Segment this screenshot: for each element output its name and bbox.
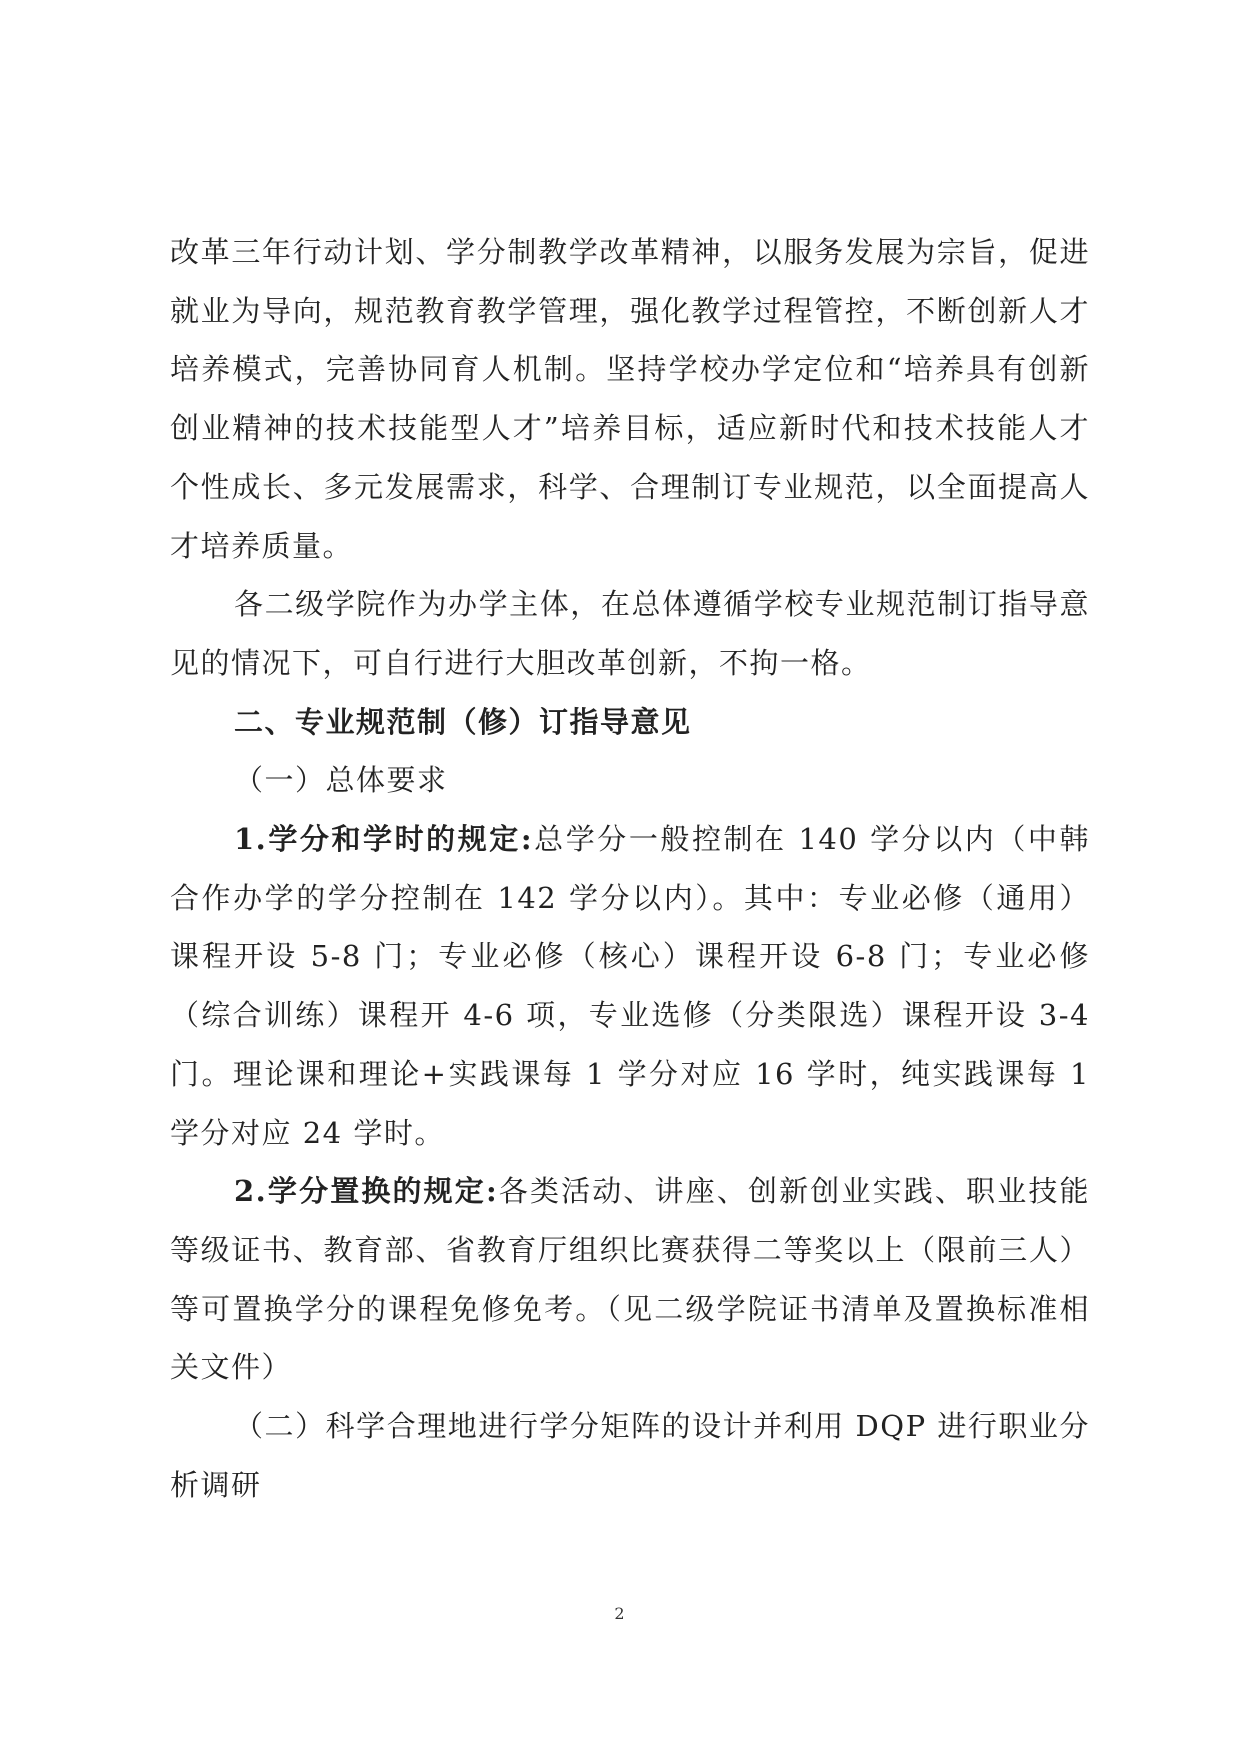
paragraph-reform-purpose: 改革三年行动计划、学分制教学改革精神，以服务发展为宗旨，促进就业为导向，规范教育教学管理，强化教学过程管控，不断创新人才培养模式，完善协同育人机制。坚持学校办学定位和“培养具有创新创业精神的技术技能型人才”培养目标，适应新时代和技术技能人才个性成长、多元发展需求，科学、合理制订专业规范，以全面提高人才培养质量。 (170, 235, 1090, 563)
item-credits-hours-body: 总学分一般控制在 140 学分以内（中韩合作办学的学分控制在 142 学分以内）。其中：专业必修（通用）课程开设 5-8 门；专业必修（核心）课程开设 6-8 门；专业必修（综合训练）课程开 4-6 项，专业选修（分类限选）课程开设 3-4 门。理论课和理论+实践课每 1 学分对应 16 学时，纯实践课每 1 学分对应 24 学时。 (170, 822, 1090, 1150)
paragraph-college-autonomy: 各二级学院作为办学主体，在总体遵循学校专业规范制订指导意见的情况下，可自行进行大胆改革创新，不拘一格。 (170, 587, 1090, 680)
item-credits-hours-lead: 1.学分和学时的规定: (234, 822, 534, 857)
item-credit-replacement-body: 各类活动、讲座、创新创业实践、职业技能等级证书、教育部、省教育厅组织比赛获得二等奖以上（限前三人）等可置换学分的课程免修免考。（见二级学院证书清单及置换标准相关文件） (170, 1174, 1090, 1385)
item-credits-hours (170, 810, 1090, 1162)
item-credit-replacement (170, 1162, 1090, 1397)
page-number: 2 (614, 1604, 625, 1623)
subsection-heading-general-requirements: （一）总体要求 (234, 763, 448, 798)
section-heading-guidance: 二、专业规范制（修）订指导意见 (234, 704, 692, 739)
subsection-heading-credit-matrix: （二）科学合理地进行学分矩阵的设计并利用 DQP 进行职业分析调研 (170, 1409, 1090, 1502)
item-credit-replacement-lead: 2.学分置换的规定: (234, 1174, 499, 1209)
document-body (170, 223, 1090, 1514)
